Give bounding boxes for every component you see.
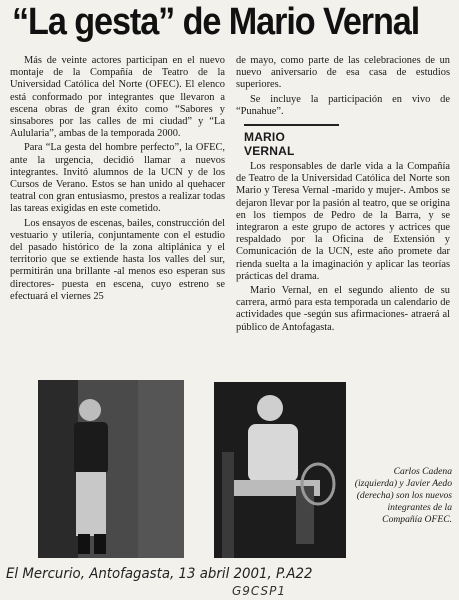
handwritten-code: G9CSP1 <box>232 584 287 598</box>
portrait-image <box>38 380 184 558</box>
portrait-image <box>214 382 346 558</box>
paragraph: Mario Vernal, en el segundo aliento de su carrera, armó para esta temporada un calendario de actividades que -según sus afirmaciones- atraerá al público de Antofagasta. <box>236 285 450 333</box>
paragraph: Los responsables de darle vida a la Compañía de Teatro de la Universidad Católica del Norte son Mario y Teresa Vernal -marido y mujer-. Ambos se dejaron llevar por la pasión al teatro, que se origina en los tiempos de Pedro de la Barra, y se integraron a este grupo de actores y actrices que respaldado por la Oficina de Extensión y Comunicación de la UCN, este año promete dar rienda suelta a la imaginación y aplicar las teorías prácticas del drama. <box>236 161 450 282</box>
article-headline: “La gesta” de Mario Vernal <box>12 1 420 43</box>
paragraph: Los ensayos de escenas, bailes, construcción del vestuario y utilería, conjuntamente con el estudio del pasado histórico de la zona altiplánica y el territorio que se extiende hasta los valles del sur, permitirán una brillante -al menos eso esperan sus directores- puesta en escena, cuyo estreno se efectuará el viernes 25 <box>10 217 225 302</box>
paragraph: de mayo, como parte de las celebraciones de un nuevo aniversario de esa casa de estudios superiores. <box>236 55 450 91</box>
handwritten-source-note: El Mercurio, Antofagasta, 13 abril 2001, P.A22 <box>6 566 313 582</box>
photo-carlos-cadena <box>38 380 184 558</box>
photo-javier-aedo <box>214 382 346 558</box>
paragraph: Más de veinte actores participan en el nuevo montaje de la Compañía de Teatro de la Universidad Católica del Norte (OFEC). El elenco está conformado por integrantes que llevaron a escena obras de gran éxito como “Sabores y sinsabores por las calles de mi ciudad” y “La Aulularia”, ambas de la temporada 2000. <box>10 55 225 140</box>
left-column <box>10 55 225 303</box>
section-subhead: MARIO VERNAL <box>244 124 339 158</box>
paragraph: Para “La gesta del hombre perfecto”, la OFEC, ante la urgencia, decidió llamar a nuevos integrantes. Invitó alumnos de la UCN y de los Cursos de Verano. Estos se han unido al quehacer teatral con gran entusiasmo, prestos a realizar todas las tareas exigidas en este cometido. <box>10 142 225 215</box>
photo-caption: Carlos Cadena (izquierda) y Javier Aedo (derecha) son los nuevos integrantes de la Compañía OFEC. <box>354 466 452 525</box>
paragraph: Se incluye la participación en vivo de “Punahue”. <box>236 93 450 117</box>
right-column <box>236 55 450 334</box>
